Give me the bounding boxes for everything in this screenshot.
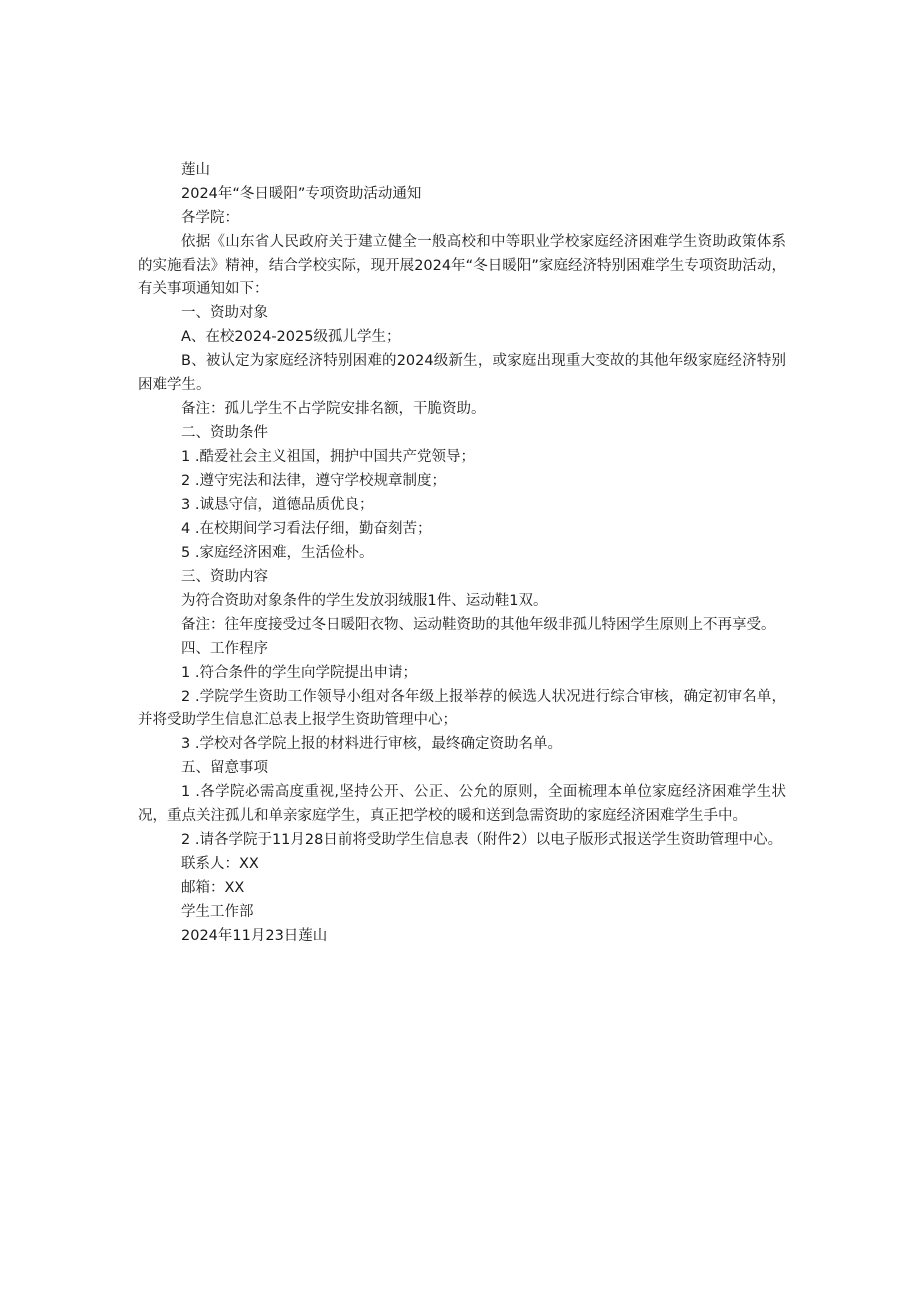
list-item: 1 .各学院必需高度重视,坚持公开、公正、公允的原则，全面梳理本单位家庭经济困难学生状况，重点关注孤儿和单亲家庭学生，真正把学校的暖和送到急需资助的家庭经济困难学生手中。 [138, 784, 786, 824]
header-watermark-text: 莲山 [181, 162, 210, 178]
list-item: 3 .诚恳守信，道德品质优良； [181, 496, 374, 513]
list-item: B、被认定为家庭经济特别困难的2024级新生，或家庭出现重大变故的其他年级家庭经济特别困难学生。 [138, 353, 786, 393]
intro-paragraph: 依据《山东省人民政府关于建立健全一般高校和中等职业学校家庭经济困难学生资助政策体系的实施看法》精神，结合学校实际，现开展2024年“冬日暖阳”家庭经济特别困难学生专项资助活动，有关事项通知如下： [138, 234, 786, 297]
list-item: 2 .遵守宪法和法律，遵守学校规章制度； [181, 472, 446, 489]
content-paragraph: 为符合资助对象条件的学生发放羽绒服1件、运动鞋1双。 [181, 592, 548, 609]
issue-date: 2024年11月23日莲山 [181, 927, 328, 944]
list-item: A、在校2024-2025级孤儿学生； [181, 329, 401, 345]
document-body [138, 159, 786, 948]
section-heading-5: 五、留意事项 [181, 760, 268, 776]
list-item: 3 .学校对各学院上报的材料进行审核，最终确定资助名单。 [181, 736, 562, 752]
salutation: 各学院： [181, 210, 239, 226]
section-heading-3: 三、资助内容 [181, 568, 268, 585]
issuer: 学生工作部 [181, 903, 254, 920]
list-item: 2 .请各学院于11月28日前将受助学生信息表（附件2）以电子版形式报送学生资助管理中心。 [181, 831, 783, 848]
section-heading-4: 四、工作程序 [181, 640, 268, 657]
note-paragraph: 备注：往年度接受过冬日暖阳衣物、运动鞋资助的其他年级非孤儿特困学生原则上不再享受。 [181, 616, 776, 633]
list-item: 4 .在校期间学习看法仔细，勤奋刻苦； [181, 520, 432, 537]
notice-title: 2024年“冬日暖阳”专项资助活动通知 [181, 186, 422, 202]
note-paragraph: 备注：孤儿学生不占学院安排名额，干脆资助。 [181, 400, 486, 417]
list-item: 1 .酷爱社会主义祖国，拥护中国共产党领导； [181, 448, 475, 465]
section-heading-1: 一、资助对象 [181, 305, 268, 321]
list-item: 5 .家庭经济困难，生活俭朴。 [181, 544, 374, 561]
contact-person: 联系人：XX [181, 855, 259, 872]
list-item: 2 .学院学生资助工作领导小组对各年级上报举荐的候选人状况进行综合审核，确定初审名单，并将受助学生信息汇总表上报学生资助管理中心； [138, 688, 786, 728]
section-heading-2: 二、资助条件 [181, 424, 268, 441]
contact-email: 邮箱：XX [181, 879, 245, 896]
list-item: 1 .符合条件的学生向学院提出申请； [181, 664, 417, 681]
